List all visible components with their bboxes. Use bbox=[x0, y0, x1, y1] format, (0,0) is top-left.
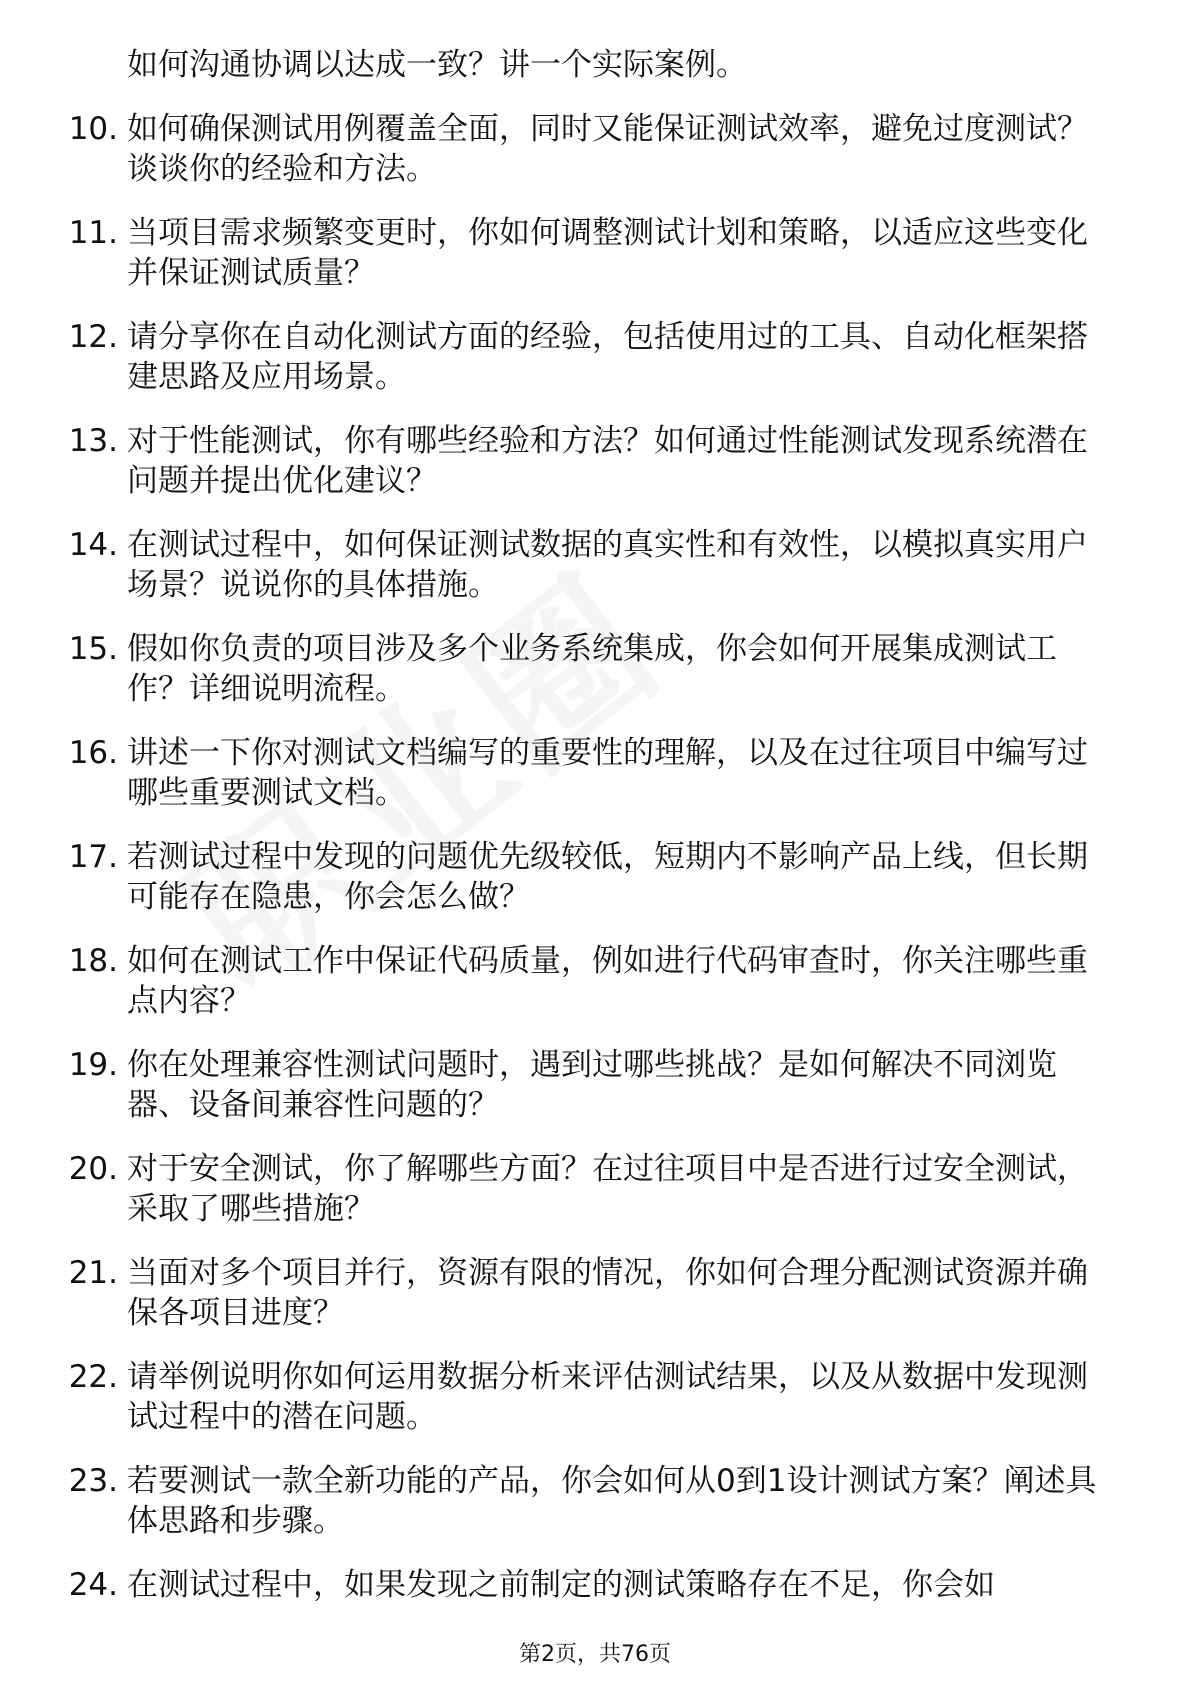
question-number: 19. bbox=[68, 1047, 118, 1083]
question-number: 24. bbox=[68, 1567, 118, 1603]
question-text: 如何确保测试用例覆盖全面，同时又能保证测试效率，避免过度测试？谈谈你的经验和方法。 bbox=[127, 111, 1088, 187]
question-text: 若要测试一款全新功能的产品，你会如何从0到1设计测试方案？阐述具体思路和步骤。 bbox=[127, 1463, 1097, 1539]
question-text: 讲述一下你对测试文档编写的重要性的理解，以及在过往项目中编写过哪些重要测试文档。 bbox=[127, 735, 1088, 811]
question-number: 18. bbox=[68, 943, 118, 979]
question-item bbox=[0, 525, 1107, 605]
question-number: 11. bbox=[68, 215, 118, 251]
question-text: 请举例说明你如何运用数据分析来评估测试结果，以及从数据中发现测试过程中的潜在问题。 bbox=[127, 1359, 1088, 1435]
question-text: 当项目需求频繁变更时，你如何调整测试计划和策略，以适应这些变化并保证测试质量？ bbox=[127, 215, 1088, 291]
question-text: 在测试过程中，如何保证测试数据的真实性和有效性，以模拟真实用户场景？说说你的具体措施。 bbox=[127, 527, 1088, 603]
continuation-paragraph: 如何沟通协调以达成一致？讲一个实际案例。 bbox=[127, 47, 747, 83]
question-text: 如何在测试工作中保证代码质量，例如进行代码审查时，你关注哪些重点内容？ bbox=[127, 943, 1088, 1019]
question-number: 10. bbox=[68, 111, 118, 147]
question-item bbox=[0, 1461, 1107, 1541]
question-item bbox=[0, 1565, 1107, 1605]
question-number: 17. bbox=[68, 839, 118, 875]
question-item bbox=[0, 1253, 1107, 1333]
question-text: 对于性能测试，你有哪些经验和方法？如何通过性能测试发现系统潜在问题并提出优化建议？ bbox=[127, 423, 1088, 499]
question-text: 若测试过程中发现的问题优先级较低，短期内不影响产品上线，但长期可能存在隐患，你会怎么做？ bbox=[127, 839, 1088, 915]
question-number: 14. bbox=[68, 527, 118, 563]
question-item bbox=[0, 421, 1107, 501]
page-footer: 第2页，共76页 bbox=[519, 1642, 671, 1667]
question-number: 20. bbox=[68, 1151, 118, 1187]
question-item bbox=[0, 317, 1107, 397]
question-number: 15. bbox=[68, 631, 118, 667]
question-text: 请分享你在自动化测试方面的经验，包括使用过的工具、自动化框架搭建思路及应用场景。 bbox=[127, 319, 1088, 395]
question-number: 21. bbox=[68, 1255, 118, 1291]
question-item bbox=[0, 733, 1107, 813]
question-number: 16. bbox=[68, 735, 118, 771]
question-text: 对于安全测试，你了解哪些方面？在过往项目中是否进行过安全测试，采取了哪些措施？ bbox=[127, 1151, 1088, 1227]
question-item bbox=[0, 109, 1107, 189]
question-item bbox=[0, 837, 1107, 917]
question-item bbox=[0, 1045, 1107, 1125]
question-text: 你在处理兼容性测试问题时，遇到过哪些挑战？是如何解决不同浏览器、设备间兼容性问题的？ bbox=[127, 1047, 1057, 1123]
question-item bbox=[0, 1357, 1107, 1437]
question-number: 13. bbox=[68, 423, 118, 459]
question-text: 假如你负责的项目涉及多个业务系统集成，你会如何开展集成测试工作？详细说明流程。 bbox=[127, 631, 1057, 707]
question-text: 当面对多个项目并行，资源有限的情况，你如何合理分配测试资源并确保各项目进度？ bbox=[127, 1255, 1088, 1331]
question-item bbox=[0, 213, 1107, 293]
question-item bbox=[0, 1149, 1107, 1229]
document-body bbox=[0, 45, 1190, 1629]
question-number: 22. bbox=[68, 1359, 118, 1395]
question-list bbox=[0, 109, 1190, 1605]
question-item bbox=[0, 941, 1107, 1021]
question-number: 23. bbox=[68, 1463, 118, 1499]
question-item bbox=[0, 629, 1107, 709]
question-text: 在测试过程中，如果发现之前制定的测试策略存在不足，你会如 bbox=[127, 1567, 995, 1603]
question-number: 12. bbox=[68, 319, 118, 355]
